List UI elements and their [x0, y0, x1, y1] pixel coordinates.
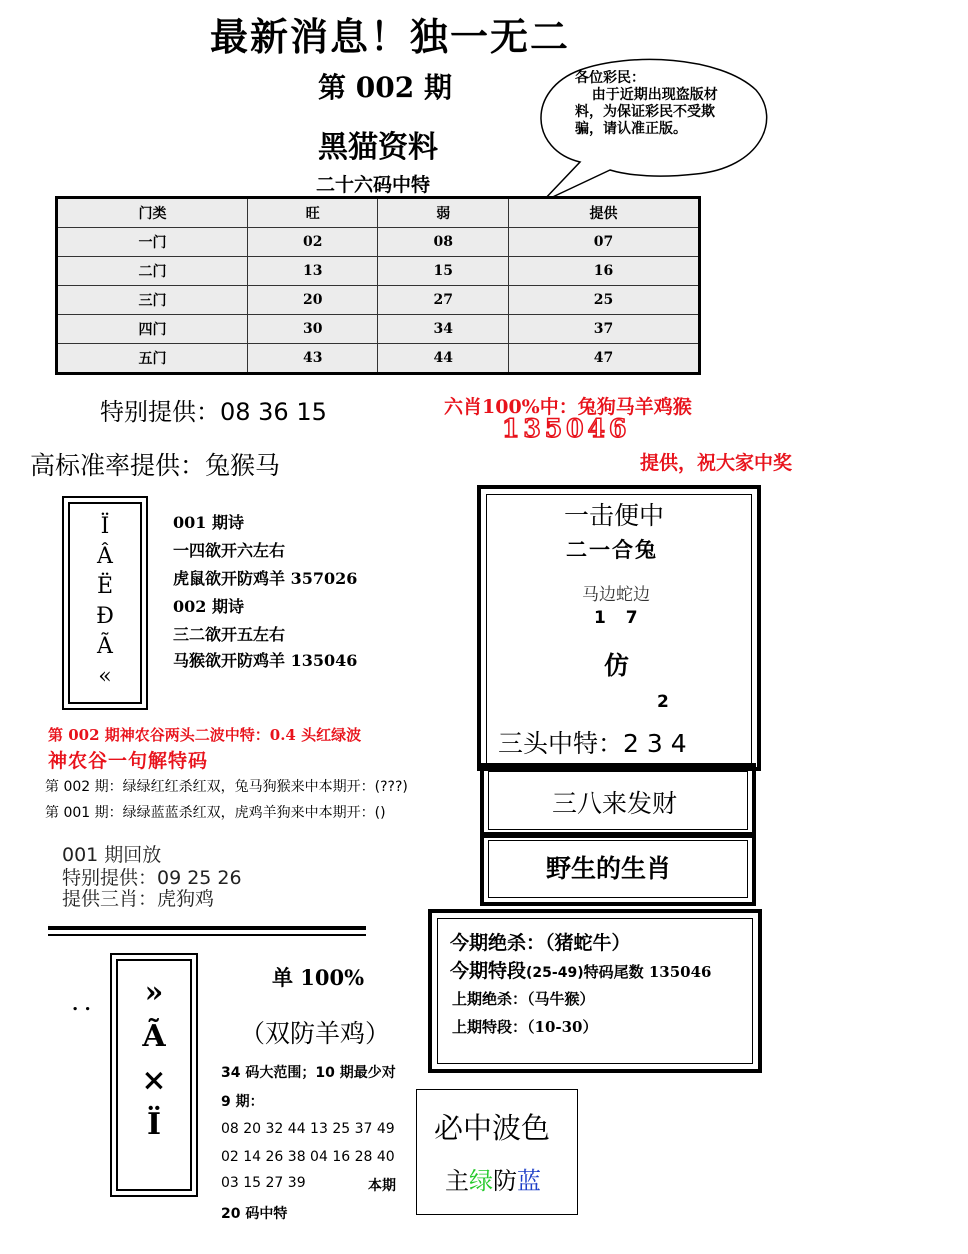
table-header: 提供 — [508, 198, 699, 228]
high-rate-offer: 高标准率提供：兔猴马 — [30, 451, 281, 480]
special-offer: 特别提供：08 36 15 — [100, 398, 327, 426]
kill-previous: 上期绝杀：（马牛猴） — [452, 990, 595, 1008]
table-cell: 三门 — [57, 286, 248, 315]
kill-previous-segment: 上期特段：（10-30） — [452, 1018, 598, 1036]
table-header: 弱 — [378, 198, 508, 228]
shen-nong-head: 第 002 期神农谷两头二波中特：0.4 头红绿波 — [48, 726, 362, 744]
main-title: 最新消息！独一无二 — [210, 14, 571, 59]
table-caption: 二十六码中特 — [316, 174, 431, 196]
single-100: 单 100% — [272, 965, 365, 990]
bubble-text — [575, 70, 725, 154]
table-row — [57, 315, 700, 344]
poem-line: 三二欲开五左右 — [173, 625, 286, 644]
table-header-row — [57, 198, 700, 228]
table-cell: 07 — [508, 228, 699, 257]
poem-vertical-box — [62, 496, 148, 710]
hit-two: 2 — [657, 692, 669, 712]
range-line: 08 20 32 44 13 25 37 49 — [221, 1121, 395, 1137]
table-cell: 20 — [248, 286, 378, 315]
poem-line: 马猴欲开防鸡羊 135046 — [173, 651, 358, 670]
hit-title: 一击便中 — [564, 501, 665, 530]
poem-glyph: Ð — [96, 604, 114, 629]
review-three-zodiac: 提供三肖：虎狗鸡 — [62, 888, 215, 910]
wave-guard: 防 — [493, 1167, 517, 1195]
wave-colors — [445, 1161, 541, 1196]
issue-number: 第 002 期 — [318, 71, 452, 104]
kill-current: 今期绝杀：（猪蛇牛） — [450, 932, 631, 954]
table-row — [57, 286, 700, 315]
table-cell: 16 — [508, 257, 699, 286]
table-cell: 二门 — [57, 257, 248, 286]
table-cell: 27 — [378, 286, 508, 315]
poem-glyph: Â — [97, 544, 113, 569]
table-cell: 五门 — [57, 344, 248, 374]
hit-numbers: 1 7 — [594, 608, 638, 628]
table-cell: 43 — [248, 344, 378, 374]
bubble-greeting: 各位彩民： — [575, 70, 645, 86]
kill-segment-range: (25-49) — [526, 965, 584, 981]
box-wild-text: 野生的生肖 — [546, 854, 672, 883]
poem-glyph: Ï — [100, 514, 110, 539]
six-zodiac: 六肖100%中：兔狗马羊鸡猴 — [444, 396, 692, 418]
table-cell: 15 — [378, 257, 508, 286]
table-cell: 08 — [378, 228, 508, 257]
table-cell: 44 — [378, 344, 508, 374]
wish-text: 提供，祝大家中奖 — [640, 452, 793, 474]
poem-line: 虎鼠欲开防鸡羊 357026 — [173, 569, 358, 588]
wave-main: 主 — [445, 1167, 469, 1195]
vertical-glyph: Ï — [146, 1107, 162, 1142]
shen-nong-line: 第 001 期：绿绿蓝蓝杀红双，虎鸡羊狗来中本期开：() — [45, 805, 386, 821]
six-number: 135046 — [502, 414, 631, 443]
kill-segment-tail: 特码尾数 135046 — [583, 963, 712, 981]
this-period: 本期 — [368, 1178, 396, 1194]
kill-segment — [450, 956, 711, 983]
box-38-text: 三八来发财 — [552, 789, 678, 818]
vertical-glyph: Ã — [142, 1019, 166, 1054]
shen-nong-title: 神农谷一句解特码 — [48, 750, 209, 772]
table-cell: 一门 — [57, 228, 248, 257]
double-guard: （双防羊鸡） — [240, 1019, 391, 1048]
table-row — [57, 228, 700, 257]
bubble-body: 由于近期出现盗版材料，为保证彩民不受欺骗，请认准正版。 — [575, 87, 718, 137]
subtitle: 黑猫资料 — [318, 130, 438, 165]
review-title: 001 期回放 — [62, 844, 162, 866]
table-cell: 30 — [248, 315, 378, 344]
table-header: 旺 — [248, 198, 378, 228]
three-head-special: 三头中特：2 3 4 — [498, 729, 687, 758]
review-special: 特别提供：09 25 26 — [62, 867, 242, 889]
poem-glyphs — [70, 512, 140, 692]
range-line: 34 码大范围；10 期最少对 — [221, 1065, 396, 1081]
poem-glyph: Ë — [96, 574, 114, 599]
table-cell: 13 — [248, 257, 378, 286]
hit-subtitle: 二一合兔 — [566, 537, 658, 562]
divider — [48, 934, 366, 936]
table-cell: 34 — [378, 315, 508, 344]
shen-nong-line: 第 002 期：绿绿红红杀红双，兔马狗猴来中本期开：(???) — [45, 779, 408, 795]
range-line: 9 期： — [221, 1094, 264, 1110]
range-line: 02 14 26 38 04 16 28 40 — [221, 1149, 395, 1165]
poem-line: 001 期诗 — [173, 513, 244, 532]
vertical-glyph-box — [110, 953, 198, 1197]
wave-blue: 蓝 — [517, 1167, 541, 1195]
hit-fang: 仿 — [604, 651, 630, 680]
poem-line: 002 期诗 — [173, 597, 244, 616]
range-line: 03 15 27 39 — [221, 1175, 306, 1191]
vertical-glyph: × — [141, 1063, 167, 1098]
table-cell: 37 — [508, 315, 699, 344]
vertical-glyph: » — [144, 975, 164, 1010]
table-row — [57, 344, 700, 374]
kill-segment-label: 今期特段 — [450, 960, 527, 982]
table-row — [57, 257, 700, 286]
table-header: 门类 — [57, 198, 248, 228]
wave-green: 绿 — [469, 1167, 493, 1195]
dots: . . — [72, 994, 91, 1015]
range-line: 20 码中特 — [221, 1206, 288, 1222]
zodiac-table — [55, 196, 701, 375]
divider — [48, 926, 366, 930]
table-cell: 47 — [508, 344, 699, 374]
hit-side: 马边蛇边 — [582, 585, 650, 605]
wave-title: 必中波色 — [434, 1111, 551, 1145]
table-cell: 02 — [248, 228, 378, 257]
poem-glyph: « — [98, 664, 112, 689]
poem-line: 一四欲开六左右 — [173, 541, 286, 560]
table-cell: 四门 — [57, 315, 248, 344]
poem-glyph: Ã — [97, 634, 113, 659]
table-cell: 25 — [508, 286, 699, 315]
